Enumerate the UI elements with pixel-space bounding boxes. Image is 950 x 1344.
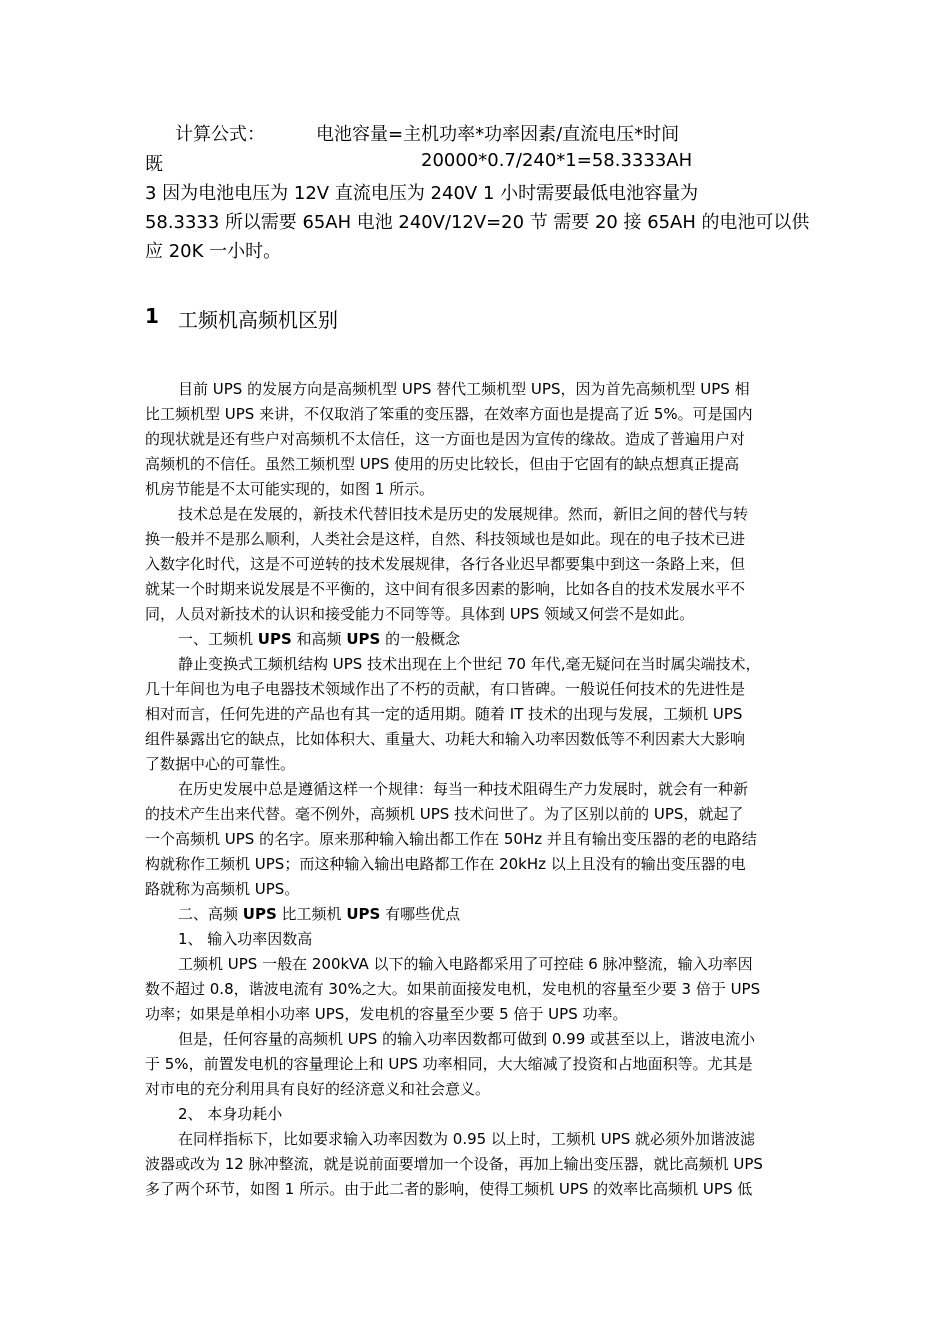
p4-line-2: 的技术产生出来代替。毫不例外，高频机 UPS 技术问世了。为了区别以前的 UPS，就起了 — [145, 805, 744, 823]
p3-line-2: 几十年间也为电子电器技术领域作出了不朽的贡献，有口皆碑。一般说任何技术的先进性是 — [145, 680, 746, 698]
formula-line-4: 58.3333 所以需要 65AH 电池 240V/12V=20 节 需要 20 接 65AH 的电池可以供 — [145, 212, 810, 233]
p6-line-3: 对市电的充分利用具有良好的经济意义和社会意义。 — [145, 1080, 491, 1098]
p4-line-1: 在历史发展中总是遵循这样一个规律：每当一种技术阻碍生产力发展时，就会有一种新 — [178, 780, 749, 798]
p7-line-2: 波器或改为 12 脉冲整流，就是说前面要增加一个设备，再加上输出变压器，就比高频机 UPS — [145, 1155, 763, 1173]
section-1-heading: 一、工频机 UPS 和高频 UPS 的一般概念 — [178, 630, 461, 648]
p3-line-3: 相对而言，任何先进的产品也有其一定的适用期。随着 IT 技术的出现与发展，工频机 UPS — [145, 705, 743, 723]
p5-line-1: 工频机 UPS 一般在 200kVA 以下的输入电路都采用了可控硅 6 脉冲整流，输入功率因 — [178, 955, 753, 973]
item-1-heading: 1、 输入功率因数高 — [178, 930, 313, 948]
p1-line-5: 机房节能是不太可能实现的，如图 1 所示。 — [145, 480, 435, 498]
p2-line-1: 技术总是在发展的，新技术代替旧技术是历史的发展规律。然而，新旧之间的替代与转 — [178, 505, 749, 523]
formula-line-5: 应 20K 一小时。 — [145, 241, 282, 262]
p4-line-5: 路就称为高频机 UPS。 — [145, 880, 300, 898]
p2-line-2: 换一般并不是那么顺利，人类社会是这样，自然、科技领域也是如此。现在的电子技术已进 — [145, 530, 746, 548]
p4-line-4: 构就称作工频机 UPS；而这种输入输出电路都工作在 20kHz 以上且没有的输出变压器的电 — [145, 855, 746, 873]
p3-line-4: 组件暴露出它的缺点，比如体积大、重量大、功耗大和输入功率因数低等不利因素大大影响 — [145, 730, 746, 748]
p7-line-3: 多了两个环节，如图 1 所示。由于此二者的影响，使得工频机 UPS 的效率比高频机 UPS 低 — [145, 1180, 753, 1198]
heading-text: 工频机高频机区别 — [178, 308, 338, 332]
formula-line-3: 3 因为电池电压为 12V 直流电压为 240V 1 小时需要最低电池容量为 — [145, 183, 699, 204]
p6-line-2: 于 5%，前置发电机的容量理论上和 UPS 功率相同，大大缩减了投资和占地面积等。尤其是 — [145, 1055, 753, 1073]
formula-label: 计算公式： — [175, 124, 265, 145]
formula-ji: 既 — [145, 154, 163, 175]
p6-line-1: 但是，任何容量的高频机 UPS 的输入功率因数都可做到 0.99 或甚至以上，谐波电流小 — [178, 1030, 756, 1048]
item-2-heading: 2、 本身功耗小 — [178, 1105, 283, 1123]
p2-line-4: 就某一个时期来说发展是不平衡的，这中间有很多因素的影响，比如各自的技术发展水平不 — [145, 580, 746, 598]
formula-expression: 电池容量=主机功率*功率因素/直流电压*时间 — [316, 124, 680, 145]
p3-line-1: 静止变换式工频机结构 UPS 技术出现在上个世纪 70 年代,毫无疑问在当时属尖端技术， — [178, 655, 761, 673]
p1-line-2: 比工频机型 UPS 来讲，不仅取消了笨重的变压器，在效率方面也是提高了近 5%。可是国内 — [145, 405, 753, 423]
p7-line-1: 在同样指标下，比如要求输入功率因数为 0.95 以上时，工频机 UPS 就必须外加谐波滤 — [178, 1130, 756, 1148]
p5-line-2: 数不超过 0.8，谐波电流有 30%之大。如果前面接发电机，发电机的容量至少要 3 倍于 UPS — [145, 980, 761, 998]
heading-number: 1 — [145, 304, 159, 328]
p1-line-1: 目前 UPS 的发展方向是高频机型 UPS 替代工频机型 UPS，因为首先高频机型 UPS 相 — [178, 380, 750, 398]
p1-line-4: 高频机的不信任。虽然工频机型 UPS 使用的历史比较长，但由于它固有的缺点想真正提高 — [145, 455, 740, 473]
p1-line-3: 的现状就是还有些户对高频机不太信任，这一方面也是因为宣传的缘故。造成了普遍用户对 — [145, 430, 746, 448]
section-2-heading: 二、高频 UPS 比工频机 UPS 有哪些优点 — [178, 905, 461, 923]
p5-line-3: 功率；如果是单相小功率 UPS，发电机的容量至少要 5 倍于 UPS 功率。 — [145, 1005, 628, 1023]
p4-line-3: 一个高频机 UPS 的名字。原来那种输入输出都工作在 50Hz 并且有输出变压器的老的电路结 — [145, 830, 757, 848]
p2-line-5: 同，人员对新技术的认识和接受能力不同等等。具体到 UPS 领域又何尝不是如此。 — [145, 605, 695, 623]
formula-calculation: 20000*0.7/240*1=58.3333AH — [421, 150, 693, 171]
p3-line-5: 了数据中心的可靠性。 — [145, 755, 296, 773]
p2-line-3: 入数字化时代，这是不可逆转的技术发展规律，各行各业迟早都要集中到这一条路上来，但 — [145, 555, 746, 573]
